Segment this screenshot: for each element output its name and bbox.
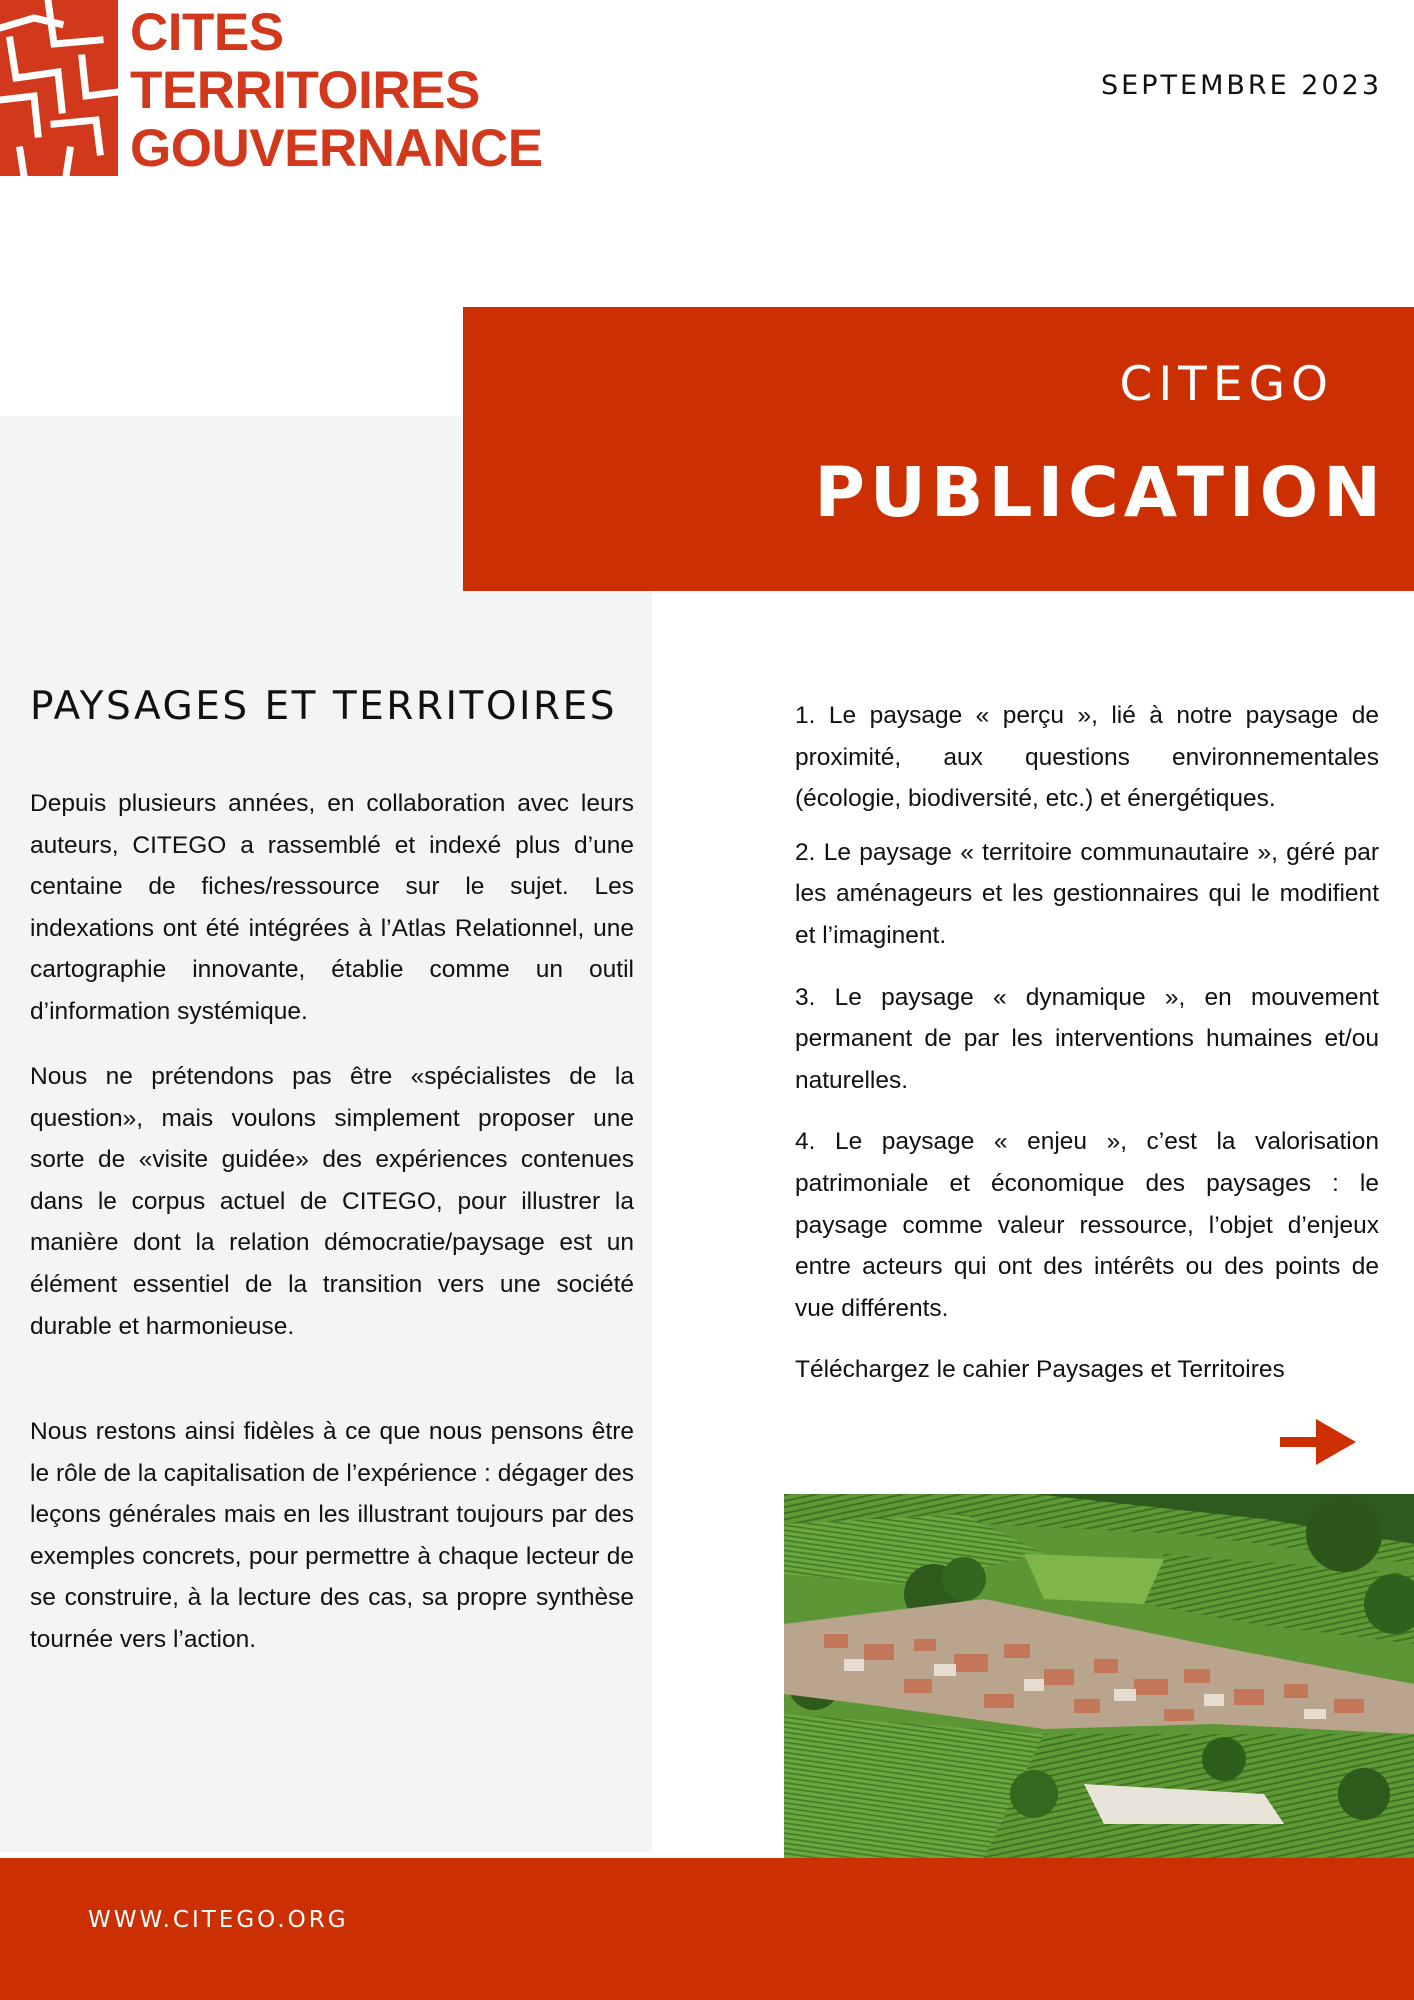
intro-paragraph-1: Depuis plusieurs années, en collaboration avec leurs auteurs, CITEGO a rassemblé et indexé plus d’une centaine de fiches/ressource sur le sujet. Les indexations ont été intégrées à l’Atlas Relationnel, une cartographie innovante, établie comme un outil d’information systémique. (30, 790, 634, 1025)
landscape-types-list (795, 695, 1379, 1411)
list-item: 2. Le paysage « territoire communautaire », géré par les aménageurs et les gestionnaires qui le modifient et l’imaginent. (795, 838, 1379, 949)
website-link[interactable]: WWW.CITEGO.ORG (88, 1907, 349, 1933)
publication-date: SEPTEMBRE 2023 (1101, 70, 1382, 101)
logo-text-line-2: TERRITOIRES (130, 61, 480, 120)
banner-kicker: CITEGO (1119, 357, 1334, 412)
publication-banner (463, 307, 1414, 591)
intro-paragraph-3: Nous restons ainsi fidèles à ce que nous pensons être le rôle de la capitalisation de l’expérience : dégager des leçons générales mais en les illustrant toujours par des exemples concrets, pour permettre à chaque lecteur de se construire, à la lecture des cas, sa propre synthèse tournée vers l’action. (30, 1418, 634, 1653)
download-link[interactable]: Téléchargez le cahier Paysages et Territoires (795, 1356, 1285, 1384)
list-item: 1. Le paysage « perçu », lié à notre paysage de proximité, aux questions environnementales (écologie, biodiversité, etc.) et énergétiques. (795, 702, 1379, 813)
section-title: PAYSAGES ET TERRITOIRES (30, 684, 618, 729)
intro-paragraph-2: Nous ne prétendons pas être «spécialistes de la question», mais voulons simplement proposer une sorte de «visite guidée» des expériences contenues dans le corpus actuel de CITEGO, pour illustrer la manière dont la relation démocratie/paysage est un élément essentiel de la transition vers une société durable et harmonieuse. (30, 1063, 634, 1340)
citego-logo-icon (0, 0, 118, 176)
banner-title: PUBLICATION (814, 453, 1386, 533)
landscape-photo (784, 1494, 1414, 1858)
arrow-right-icon[interactable] (1278, 1417, 1358, 1467)
footer-bar (0, 1858, 1414, 2000)
logo-text-line-3: GOUVERNANCE (130, 119, 543, 178)
list-item: 4. Le paysage « enjeu », c’est la valorisation patrimoniale et économique des paysages : le paysage comme valeur ressource, l’objet d’enjeux entre acteurs qui ont des intérêts ou des points de vue différents. (795, 1128, 1379, 1322)
logo-text-line-1: CITES (130, 3, 284, 62)
list-item: 3. Le paysage « dynamique », en mouvement permanent de par les interventions humaines et/ou naturelles. (795, 983, 1379, 1094)
